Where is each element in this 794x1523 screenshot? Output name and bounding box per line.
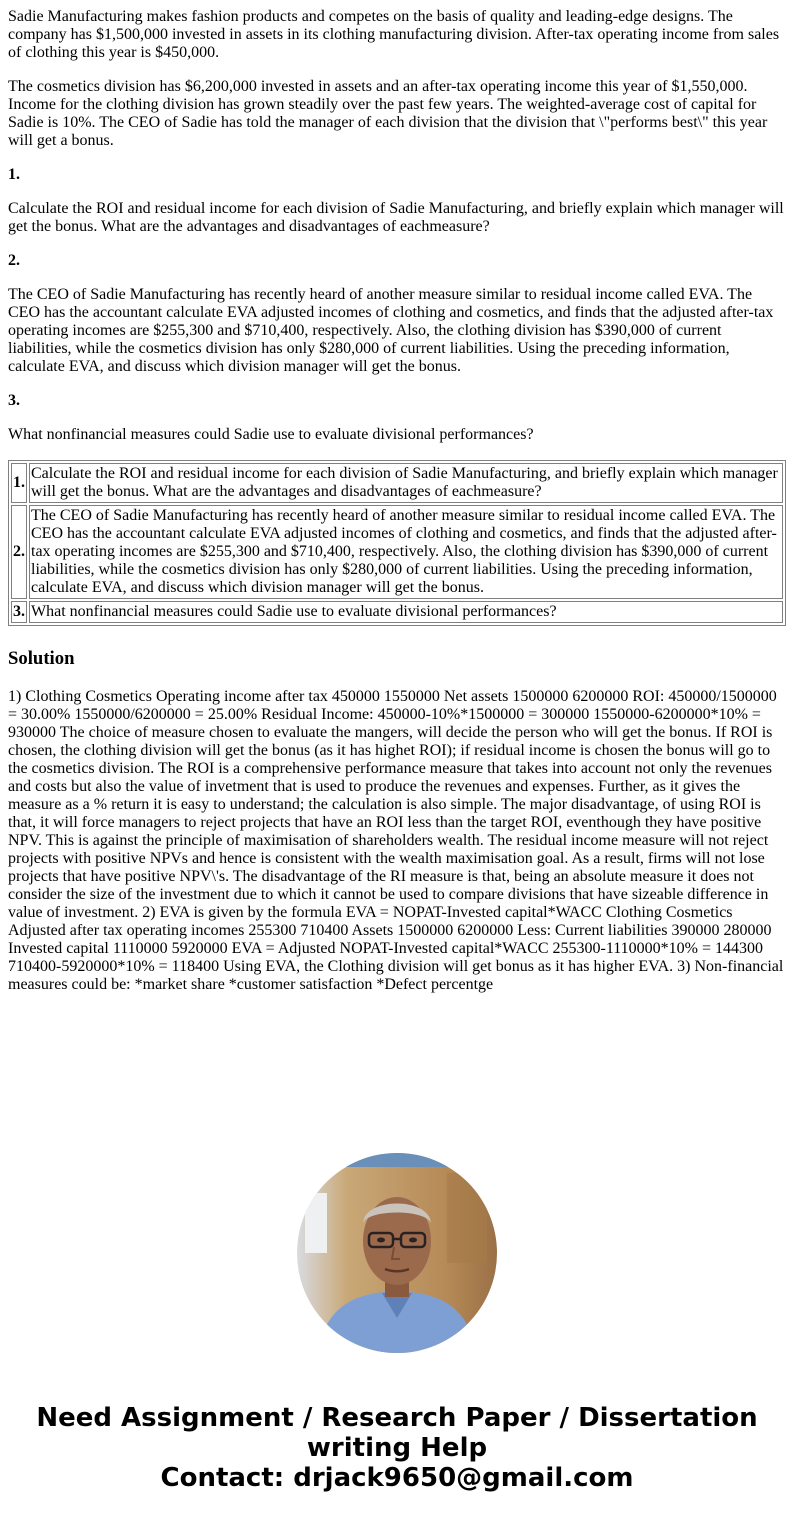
table-row <box>11 601 783 623</box>
table-cell-text: Calculate the ROI and residual income for each division of Sadie Manufacturing, and briefly explain which manager will get the bonus. What are the advantages and disadvantages of eachmeasure? <box>29 463 783 503</box>
intro-paragraph-1: Sadie Manufacturing makes fashion products and competes on the basis of quality and leading-edge designs. The company has $1,500,000 invested in assets in its clothing manufacturing division. After-tax operating income from sales of clothing this year is $450,000. <box>8 8 780 61</box>
table-cell-number: 3. <box>11 601 27 623</box>
footer-banner <box>0 1403 794 1493</box>
solution-body: 1) Clothing Cosmetics Operating income after tax 450000 1550000 Net assets 1500000 6200000 ROI: 450000/1500000 = 30.00% 1550000/6200000 = 25.00% Residual Income: 450000-10%*1500000 = 300000 1550000-6200000*10% = 930000 The choice of measure chosen to evaluate the mangers, will decide the person who will get the bonus. If ROI is chosen, the clothing division will get the bonus (as it has highet ROI); if residual income is chosen the bonus will go to the cosmetics division. The ROI is a comprehensive performance measure that takes into account not only the revenues and costs but also the value of invetment that is used to produce the revenues and expenses. Further, as it gives the measure as a % return it is easy to understand; the calculation is also simple. The major disadvantage, of using ROI is that, it will force managers to reject projects that have an ROI less than the target ROI, eventhough they have positive NPV. This is against the principle of maximisation of shareholders wealth. The residual income measure will not reject projects with positive NPVs and hence is consistent with the wealth maximisation goal. As a result, firms will not lose projects that have positive NPV\'s. The disadvantage of the RI measure is that, being an absolute measure it does not consider the size of the investment due to which it cannot be used to compare divisions that have sizeable difference in value of investment. 2) EVA is given by the formula EVA = NOPAT-Invested capital*WACC Clothing Cosmetics Adjusted after tax operating incomes 255300 710400 Assets 1500000 6200000 Less: Current liabilities 390000 280000 Invested capital 1110000 5920000 EVA = Adjusted NOPAT-Invested capital*WACC 255300-1110000*10% = 144300 710400-5920000*10% = 118400 Using EVA, the Clothing division will get bonus as it has higher EVA. 3) Non-financial measures could be: *market share *customer satisfaction *Defect percentge <box>8 688 784 993</box>
table-cell-text: The CEO of Sadie Manufacturing has recently heard of another measure similar to residual income called EVA. The CEO has the accountant calculate EVA adjusted incomes of clothing and cosmetics, and finds that the adjusted after-tax operating incomes are $255,300 and $710,400, respectively. Also, the clothing division has $390,000 of current liabilities, while the cosmetics division has only $280,000 of current liabilities. Using the preceding information, calculate EVA, and discuss which division manager will get the bonus. <box>29 505 783 599</box>
questions-table <box>8 460 786 626</box>
question-2-number: 2. <box>8 252 20 269</box>
question-3-text: What nonfinancial measures could Sadie use to evaluate divisional performances? <box>8 426 534 443</box>
document-body <box>8 8 786 1010</box>
question-2-text: The CEO of Sadie Manufacturing has recently heard of another measure similar to residual income called EVA. The CEO has the accountant calculate EVA adjusted incomes of clothing and cosmetics, and finds that the adjusted after-tax operating incomes are $255,300 and $710,400, respectively. Also, the clothing division has $390,000 of current liabilities, while the cosmetics division has only $280,000 of current liabilities. Using the preceding information, calculate EVA, and discuss which division manager will get the bonus. <box>8 286 774 375</box>
author-portrait-image <box>297 1153 497 1353</box>
footer-contact: Contact: drjack9650@gmail.com <box>160 1463 634 1493</box>
author-avatar <box>297 1153 497 1353</box>
question-1-number: 1. <box>8 166 20 183</box>
table-row <box>11 505 783 599</box>
intro-paragraph-2: The cosmetics division has $6,200,000 invested in assets and an after-tax operating income this year of $1,550,000. Income for the clothing division has grown steadily over the past few years. The weighted-average cost of capital for Sadie is 10%. The CEO of Sadie has told the manager of each division that the division that \"performs best\" this year will get a bonus. <box>8 78 768 149</box>
table-cell-number: 2. <box>11 505 27 599</box>
table-cell-text: What nonfinancial measures could Sadie use to evaluate divisional performances? <box>29 601 783 623</box>
question-3-number: 3. <box>8 392 20 409</box>
table-row <box>11 463 783 503</box>
question-1-text: Calculate the ROI and residual income for each division of Sadie Manufacturing, and briefly explain which manager will get the bonus. What are the advantages and disadvantages of eachmeasure? <box>8 200 784 235</box>
solution-heading: Solution <box>8 648 75 669</box>
footer-line-2: writing Help <box>306 1433 488 1463</box>
footer-line-1: Need Assignment / Research Paper / Dissertation <box>36 1403 758 1433</box>
table-cell-number: 1. <box>11 463 27 503</box>
